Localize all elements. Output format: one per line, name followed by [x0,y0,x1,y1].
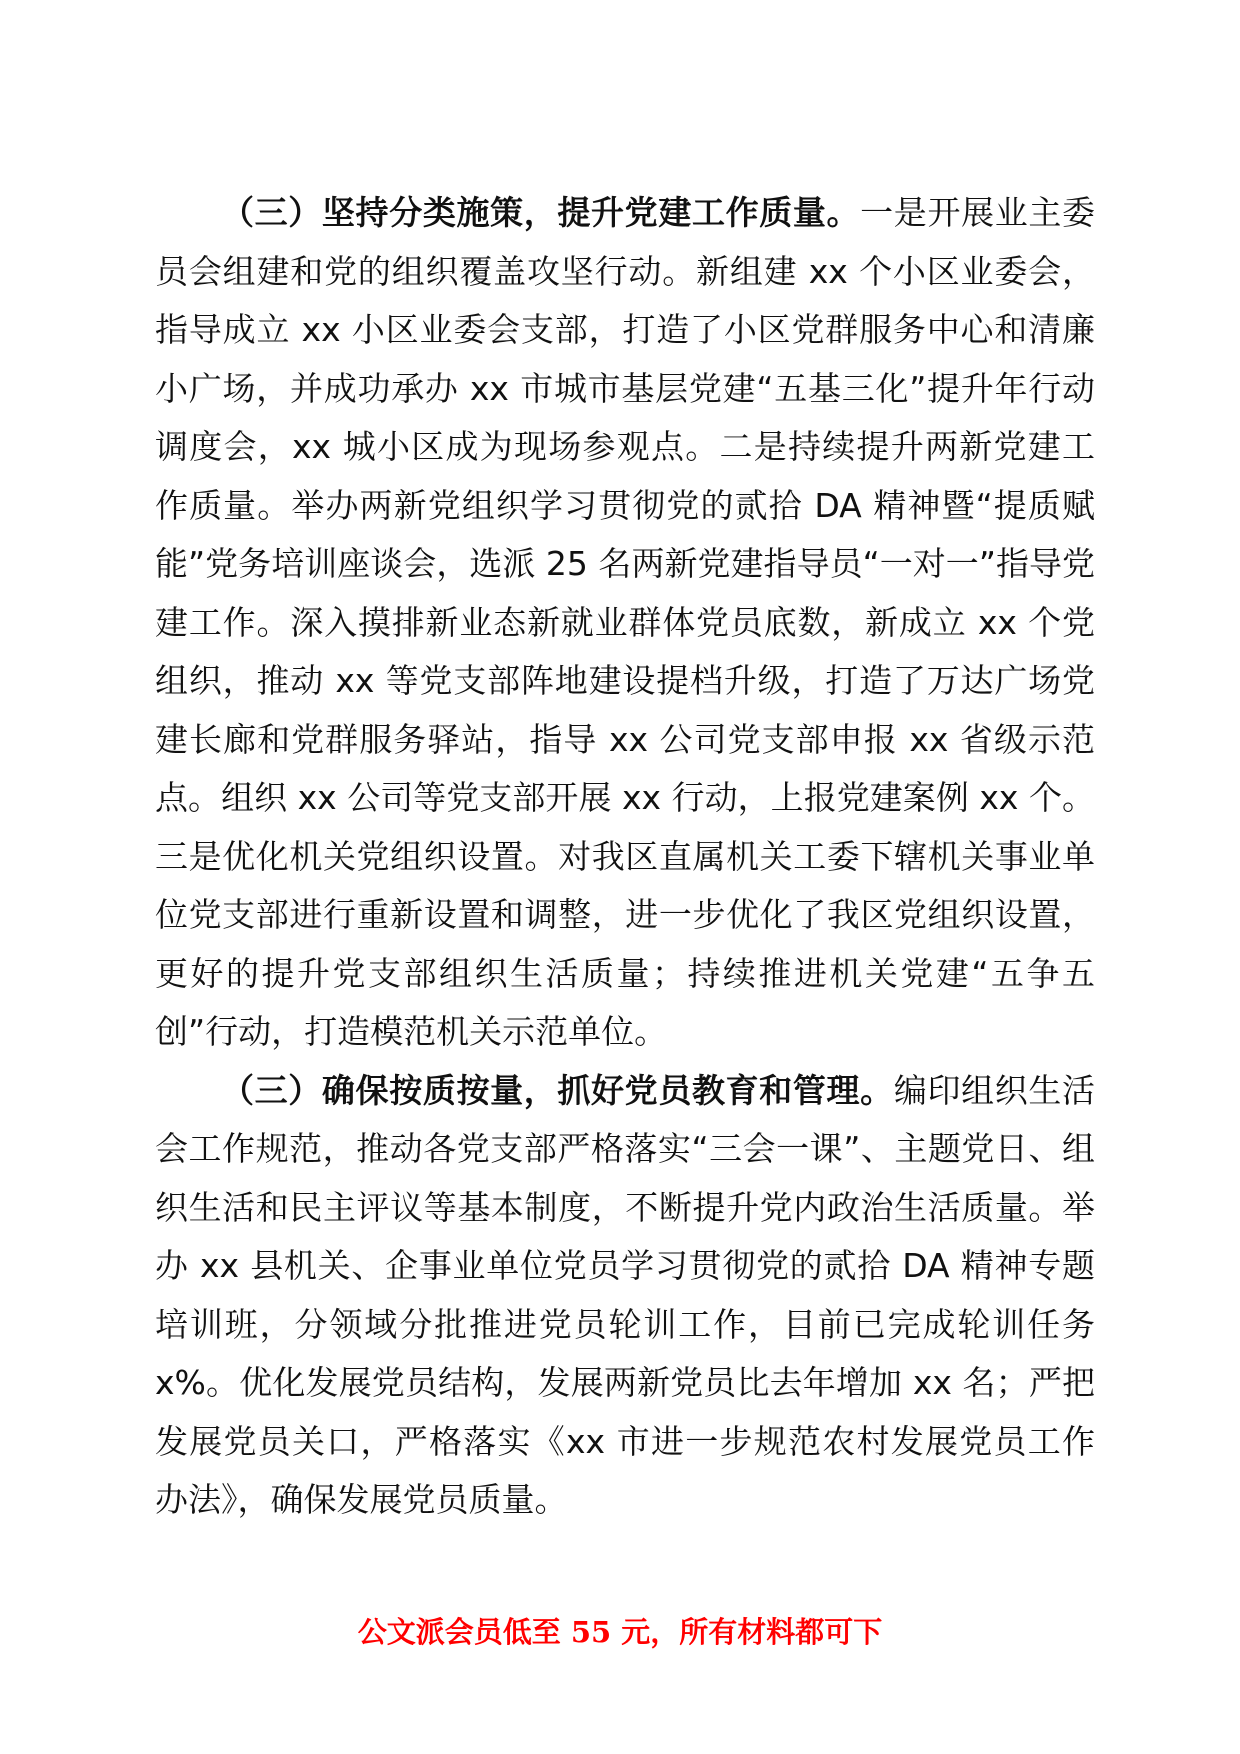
paragraph-1 [155,184,1095,1062]
paragraph-2-heading: （三）确保按质按量，抓好党员教育和管理。 [221,1070,894,1110]
paragraph-1-text: 一是开展业主委员会组建和党的组织覆盖攻坚行动。新组建 xx 个小区业委会，指导成立 xx 小区业委会支部，打造了小区党群服务中心和清廉小广场，并成功承办 xx 市城市基层党建“五基三化”提升年行动调度会，xx 城小区成为现场参观点。二是持续提升两新党建工作质量。举办两新党组织学习贯彻党的贰拾 DA 精神暨“提质赋能”党务培训座谈会，选派 25 名两新党建指导员“一对一”指导党建工作。深入摸排新业态新就业群体党员底数，新成立 xx 个党组织，推动 xx 等党支部阵地建设提档升级，打造了万达广场党建长廊和党群服务驿站，指导 xx 公司党支部申报 xx 省级示范点。组织 xx 公司等党支部开展 xx 行动，上报党建案例 xx 个。三是优化机关党组织设置。对我区直属机关工委下辖机关事业单位党支部进行重新设置和调整，进一步优化了我区党组织设置，更好的提升党支部组织生活质量；持续推进机关党建“五争五创”行动，打造模范机关示范单位。 [155,193,1096,1051]
footer-promo-note: 公文派会员低至 55 元，所有材料都可下 [357,1615,883,1649]
paragraph-2 [155,1062,1095,1530]
paragraph-2-text: 编印组织生活会工作规范，推动各党支部严格落实“三会一课”、主题党日、组织生活和民主评议等基本制度，不断提升党内政治生活质量。举办 xx 县机关、企事业单位党员学习贯彻党的贰拾 DA 精神专题培训班，分领域分批推进党员轮训工作，目前已完成轮训任务 x%。优化发展党员结构，发展两新党员比去年增加 xx 名；严把发展党员关口，严格落实《xx 市进一步规范农村发展党员工作办法》，确保发展党员质量。 [155,1070,1096,1519]
paragraph-1-heading: （三）坚持分类施策，提升党建工作质量。 [221,193,861,232]
document-body [155,184,1095,1530]
